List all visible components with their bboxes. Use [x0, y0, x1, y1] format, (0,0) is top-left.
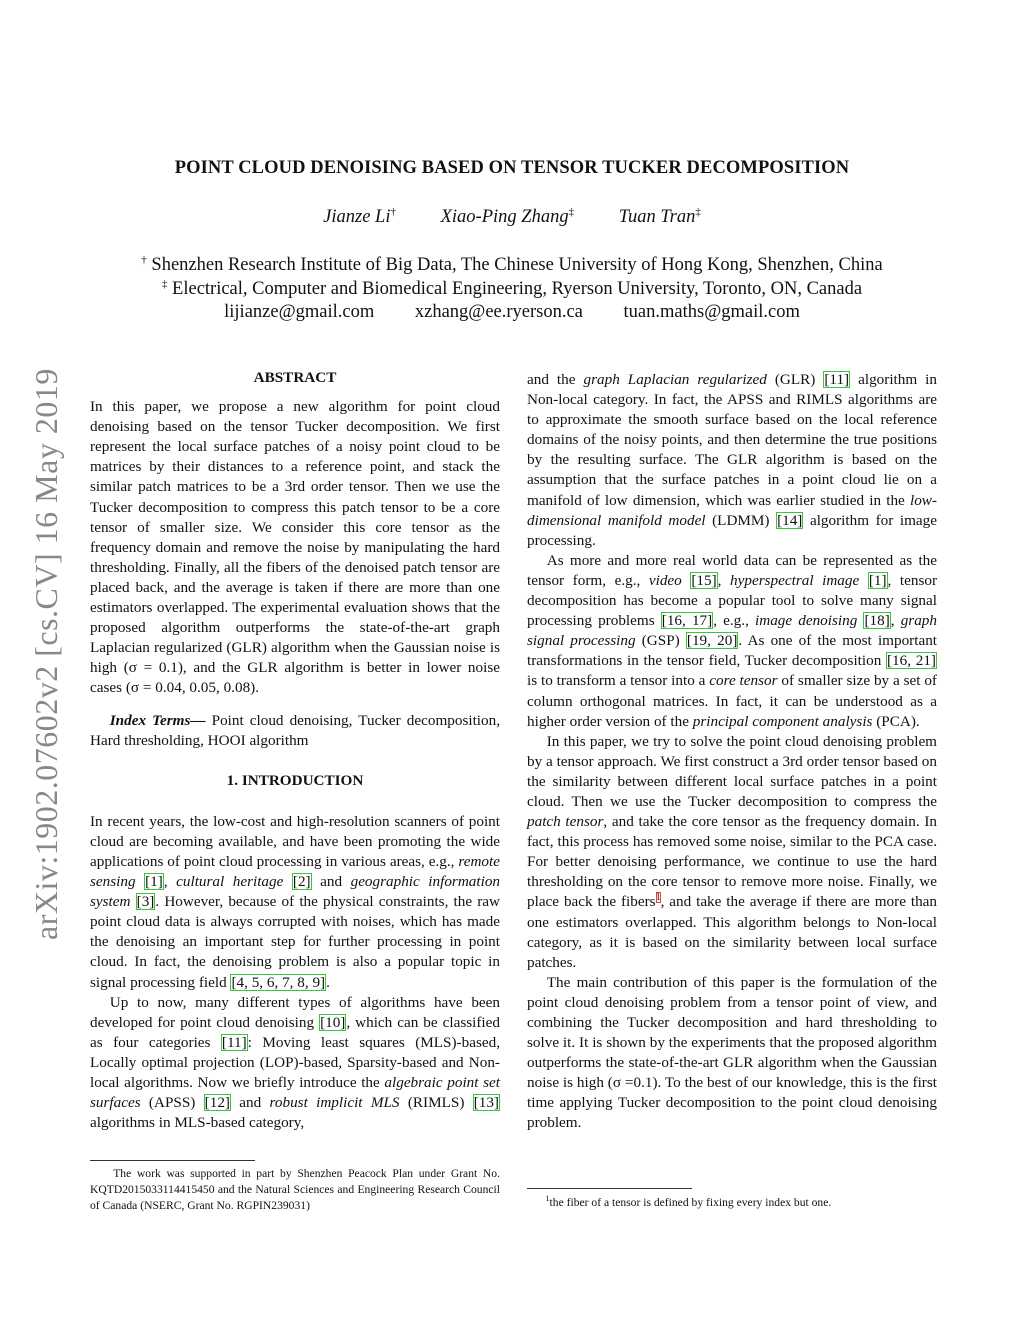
arxiv-identifier: arXiv:1902.07602v2 [cs.CV] 16 May 2019 [28, 368, 64, 940]
citation-link[interactable]: [16, 21] [887, 652, 936, 670]
text-run [283, 873, 292, 890]
citation-link[interactable]: [10] [320, 1013, 346, 1031]
paragraph [90, 993, 500, 1134]
text-run: . As one of the most important transformations in the tensor field, Tucker decomposition [527, 632, 938, 670]
text-run: (PCA). [872, 712, 920, 730]
citation-link[interactable]: [16, 17] [661, 612, 713, 630]
citation-link[interactable]: [19, 20] [686, 632, 738, 650]
emphasis: graph signal processing [527, 612, 937, 650]
affiliation: ‡ Electrical, Computer and Biomedical Engineering, Ryerson University, Toronto, ON, Canada [161, 278, 863, 300]
affiliation: † Shenzhen Research Institute of Big Data, The Chinese University of Hong Kong, Shenzhen, China [141, 254, 883, 276]
fiber-footnote: $^1$the fiber of a tensor is defined by fixing every index but one. [527, 1188, 937, 1211]
text-run: and [311, 873, 351, 891]
text-run: In recent years, the low-cost and high-resolution scanners of point cloud are becoming available, and have been promoting the wide applications of point cloud processing in various areas, e.g., [90, 812, 500, 870]
text-run: , [717, 571, 731, 589]
emphasis: geographic information system [90, 873, 501, 911]
text-run: is to transform a tensor into a [527, 672, 710, 690]
emphasis: graph Laplacian regularized [583, 371, 767, 388]
left-column [90, 368, 500, 1133]
paragraph [527, 370, 937, 551]
paragraph [90, 812, 500, 993]
text-run [136, 873, 145, 890]
text-run: , which can be classified as four categories [90, 1013, 500, 1051]
abstract-heading: ABSTRACT [253, 369, 337, 386]
citation-link[interactable]: [11] [824, 371, 850, 388]
emphasis: principal component analysis [692, 712, 873, 730]
index-terms: Index Terms— Point cloud denoising, Tucker decomposition, Hard thresholding, HOOI algorithm [90, 711, 501, 749]
text-run: algorithm in Non-local category. In fact, the APSS and RIMLS algorithms are to approximate the smooth surface based on the local reference domains of the noisy points, and then determine the true positions by the resulting surface. The GLR algorithm is based on the assumption that the surface patches in a point cloud lie on a manifold of low dimension, which was earlier studied in the [527, 371, 937, 509]
email: tuan.maths@gmail.com [623, 302, 800, 322]
citation-link[interactable]: [14] [777, 511, 803, 529]
text-run: The main contribution of this paper is the formulation of the point cloud denoising problem from a tensor point of view, and combining the Tucker decomposition and hard thresholding to solve it. It is shown by the experiments that the proposed algorithm outperforms the state-of-the-art GLR algorithm when the Gaussian noise is high (σ =0.1). To the best of our knowledge, this is the first time applying Tucker decomposition to the point cloud denoising problem. [527, 973, 937, 1132]
text-run: and [230, 1094, 270, 1112]
email: xzhang@ee.ryerson.ca [414, 302, 583, 322]
right-column [527, 370, 937, 1134]
citation-link[interactable]: [18] [864, 612, 890, 630]
author: Jianze Li† [323, 206, 396, 228]
abstract-text: In this paper, we propose a new algorithm for point cloud denoising based on the tensor Tucker decomposition. We first represent the local surface patches of a noisy point cloud to be matrices by their distances to a reference point, and stack the similar patch matrices to be a 3rd order tensor. Then we use the Tucker decomposition to compress this patch tensor to be a core tensor of smaller size. We consider this core tensor as the frequency domain and remove the noise by manipulating the hard thresholding. Finally, all the fibers of the denoised patch tensor are placed back, and the average is taken if there are more than one estimators overlapped. The experimental evaluation shows that the proposed algorithm outperforms the state-of-the-art graph Laplacian regularized (GLR) algorithm when the Gaussian noise is high (σ = 0.1), and the GLR algorithm is better in lower noise cases (σ = 0.04, 0.05, 0.08). [90, 398, 500, 697]
text-run: algorithms in MLS-based category, [90, 1114, 305, 1132]
citation-link[interactable]: [12] [204, 1094, 230, 1112]
text-run: algorithm for image processing. [527, 511, 937, 549]
text-run: (GSP) [635, 632, 686, 650]
text-run: (APSS) [140, 1094, 204, 1112]
text-run: , and take the core tensor as the frequency domain. In fact, this process has removed some noise, similar to the PCA case. For better denoising performance, we continue to use the hard thresholding on the core tensor to remove more noise. Finally, we place back the fibers [527, 813, 937, 911]
text-run: , [163, 873, 177, 891]
citation-link[interactable]: [3] [136, 893, 155, 911]
emphasis: remote sensing [90, 852, 500, 891]
text-run: (GLR) [766, 371, 824, 388]
text-run: In this paper, we try to solve the point cloud denoising problem by a tensor approach. We first construct a 3rd order tensor based on the similarity between different local surface patches in a point cloud. Then we use the Tucker decomposition to compress the [527, 732, 937, 810]
citation-link[interactable]: [1] [145, 873, 163, 891]
emphasis: video [648, 571, 682, 589]
emphasis: algebraic point set surfaces [90, 1074, 500, 1112]
text-run: Up to now, many different types of algorithms have been developed for point cloud denoising [90, 993, 500, 1031]
paragraph [527, 973, 937, 1134]
text-run: As more and more real world data can be represented as the tensor form, e.g., [527, 551, 937, 589]
text-run: , and take the average if there are more than one estimators overlapped. This algorithm belongs to Non-local category, as it is based on the similarity between local surface patches. [527, 893, 938, 971]
author-list [80, 206, 944, 228]
author: Xiao-Ping Zhang‡ [440, 206, 575, 228]
paper-title: POINT CLOUD DENOISING BASED ON TENSOR TUCKER DECOMPOSITION [174, 158, 850, 178]
citation-link[interactable]: [4, 5, 6, 7, 8, 9] [231, 973, 326, 991]
funding-footnote: The work was supported in part by Shenzhen Peacock Plan under Grant No. KQTD2015033114415450 and the Natural Sciences and Engineering Research Council of Canada (NSERC, Grant No. RGPIN239031) [90, 1160, 500, 1214]
emphasis: robust implicit MLS [269, 1094, 400, 1112]
text-run: of smaller size by a set of column orthogonal matrices. In fact, it can be understood as a higher order version of the [527, 672, 937, 730]
emphasis: image denoising [755, 612, 858, 630]
email: lijianze@gmail.com [224, 302, 375, 322]
section-heading: 1. INTRODUCTION [226, 771, 364, 789]
citation-link[interactable]: [2] [292, 873, 311, 891]
text-run: and the [527, 371, 584, 388]
text-run: , tensor decomposition has become a popular tool to solve many signal processing problems [527, 571, 938, 630]
citation-link[interactable]: [11] [221, 1033, 247, 1051]
text-run [131, 893, 136, 910]
citation-link[interactable]: [1] [868, 571, 887, 589]
paragraph [527, 551, 937, 732]
citation-link[interactable]: [13] [473, 1094, 499, 1112]
text-run: , e.g., [713, 612, 755, 630]
text-run: (RIMLS) [399, 1094, 473, 1112]
text-run: , [890, 612, 901, 630]
text-run: (LDMM) [705, 511, 777, 529]
emphasis: hyperspectral image [730, 571, 860, 589]
author: Tuan Tran‡ [618, 206, 701, 228]
citation-link[interactable]: [15] [691, 571, 717, 589]
text-run: . However, because of the physical constraints, the raw point cloud data is always corrupted with noises, which has made the denoising an important step for further processing in point cloud. In fact, the denoising problem is also a popular topic in signal processing field [90, 893, 501, 991]
text-run: : Moving least squares (MLS)-based, Locally optimal projection (LOP)-based, Sparsity-based and Non-local algorithms. Now we briefly introduce the [90, 1033, 500, 1091]
emphasis: cultural heritage [176, 873, 284, 891]
emphasis: low-dimensional manifold model [527, 491, 937, 529]
emphasis: core tensor [709, 672, 778, 690]
text-run [859, 572, 868, 589]
emphasis: patch tensor [527, 813, 604, 831]
paragraph [527, 732, 937, 973]
text-run: . [326, 973, 330, 991]
footnote-link[interactable]: 1 [655, 892, 661, 904]
author-emails [60, 302, 964, 323]
